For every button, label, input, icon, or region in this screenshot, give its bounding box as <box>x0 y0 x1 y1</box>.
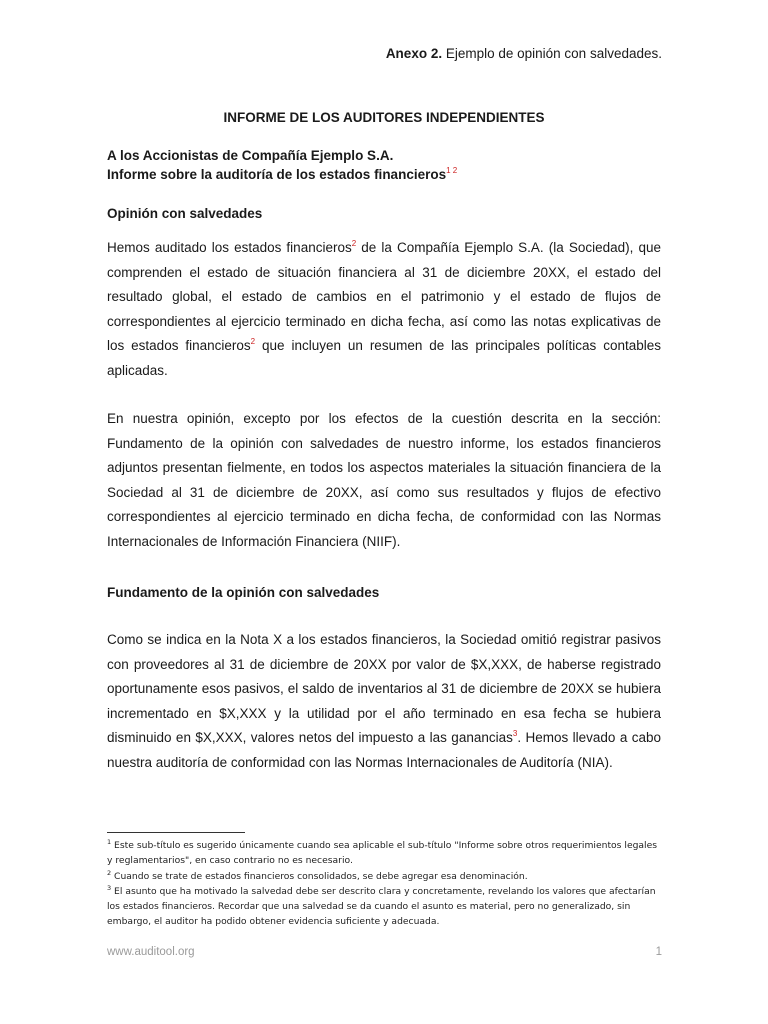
addressee-line: A los Accionistas de Compañía Ejemplo S.A. <box>107 148 394 163</box>
footnote-number: 2 <box>107 868 112 877</box>
paragraph-text: . Hemos llevado a cabo nuestra auditoría de conformidad con las Normas Internacionales de Auditoría (NIA). <box>107 730 662 770</box>
report-title: INFORME DE LOS AUDITORES INDEPENDIENTES <box>223 110 545 125</box>
footer-url: www.auditool.org <box>107 946 195 958</box>
footnote-text: El asunto que ha motivado la salvedad debe ser descrito clara y concretamente, revelando los valores que afectarían los estados financieros. Recordar que una salvedad se da cuando el asunto es material, pero no generalizado, sin embargo, el auditor ha podido obtener evidencia suficiente y adecuada. <box>107 885 656 928</box>
report-subtitle-text: Informe sobre la auditoría de los estados financieros <box>107 167 447 182</box>
footnote-text: Este sub-título es sugerido únicamente cuando sea aplicable el sub-título "Informe sobre otros requerimientos legales y reglamentarios", en caso contrario no es necesario. <box>107 840 658 867</box>
footnotes <box>107 838 663 930</box>
paragraph-fundamento <box>107 628 661 775</box>
annex-text: Ejemplo de opinión con salvedades. <box>442 46 662 61</box>
footnote-number: 1 <box>107 838 112 846</box>
paragraph-text: Hemos auditado los estados financieros <box>107 240 352 255</box>
paragraph-text: Como se indica en la Nota X a los estados financieros, la Sociedad omitió registrar pasivos con proveedores al 31 de diciembre de 20XX por valor de $X,XXX, de haberse registrado oportunamente esos pasivos, el saldo de inventarios al 31 de diciembre de 20XX se hubiera incrementado en $X,XXX y la utilidad por el año terminado en esa fecha se hubiera disminuido en $X,XXX, valores netos del impuesto a las ganancias <box>107 632 661 745</box>
report-subtitle <box>107 167 457 182</box>
footnote-2 <box>107 869 663 884</box>
paragraph-text: de la Compañía Ejemplo S.A. (la Sociedad), que comprenden el estado de situación financiera al 31 de diciembre 20XX, el estado del resultado global, el estado de cambios en el patrimonio y el estado de flujos de correspondientes al ejercicio terminado en dicha fecha, así como las notas explicativas de los estados financieros <box>107 240 661 353</box>
footnote-separator <box>107 832 245 833</box>
page-number: 1 <box>655 946 662 958</box>
footnote-ref: 2 <box>250 337 256 346</box>
annex-label: Anexo 2. <box>385 46 443 61</box>
footnote-ref: 1 2 <box>446 166 458 175</box>
paragraph-text: que incluyen un resumen de las principales políticas contables aplicadas. <box>107 338 662 378</box>
footnote-text: Cuando se trate de estados financieros consolidados, se debe agregar esa denominación. <box>111 870 528 882</box>
footnote-3 <box>107 884 663 930</box>
section-heading-opinion: Opinión con salvedades <box>107 206 263 221</box>
section-heading-fundamento: Fundamento de la opinión con salvedades <box>107 585 380 600</box>
footnote-ref: 2 <box>351 239 357 248</box>
annex-header <box>386 46 662 61</box>
paragraph-opinion-2: En nuestra opinión, excepto por los efectos de la cuestión descrita en la sección: Fundamento de la opinión con salvedades de nuestro informe, los estados financieros adjuntos presentan fielmente, en todos los aspectos materiales la situación financiera de la Sociedad al 31 de diciembre de 20XX, así como sus resultados y flujos de efectivo correspondientes al ejercicio terminado en dicha fecha, de conformidad con las Normas Internacionales de Información Financiera (NIIF). <box>107 411 661 549</box>
footnote-ref: 3 <box>512 729 518 738</box>
paragraph-opinion-1 <box>107 236 661 383</box>
footnote-1 <box>107 838 663 869</box>
footnote-number: 3 <box>107 883 112 892</box>
